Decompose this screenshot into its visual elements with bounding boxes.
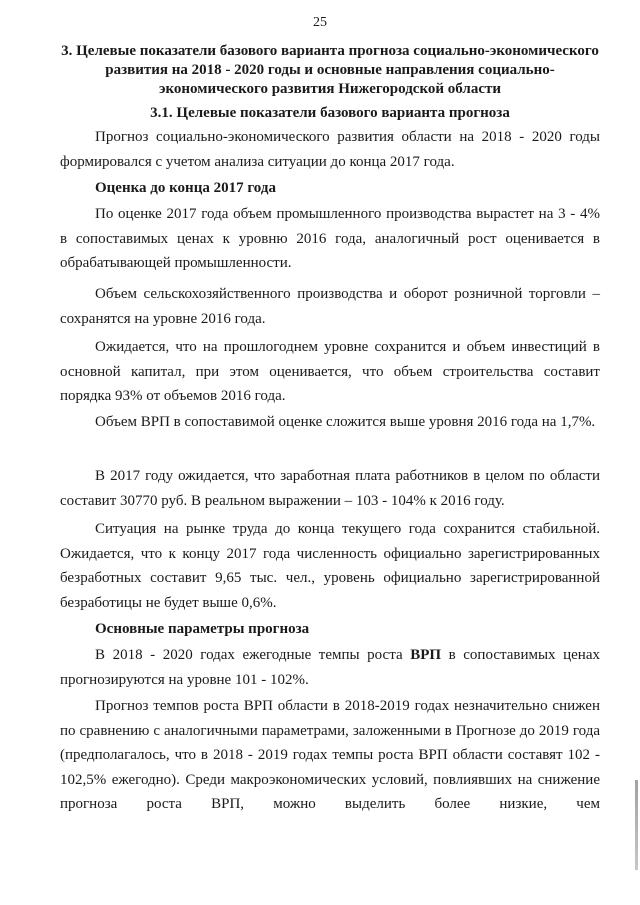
paragraph-agriculture-retail: Объем сельскохозяйственного производства и оборот розничной торговли – сохранятся на уровне 2016 года. <box>60 286 600 327</box>
grp-bold-term: ВРП <box>410 647 442 663</box>
paragraph-grp-forecast-revision: Прогноз темпов роста ВРП области в 2018-2019 годах незначительно снижен по сравнению с аналогичными параметрами, заложенными в Прогнозе до 2019 года (предполагалось, что в 2018 - 2019 годах темпы роста ВРП области составят 102 - 102,5% ежегодно). Среди макроэкономических условий, повлиявших на снижение прогноза роста ВРП, можно выделить более низкие, чем <box>60 698 600 812</box>
subsection-heading: 3.1. Целевые показатели базового варианта прогноза <box>150 105 510 121</box>
page-number: 25 <box>313 15 327 30</box>
paragraph-wages: В 2017 году ожидается, что заработная плата работников в целом по области составит 30770 руб. В реальном выражении – 103 - 104% к 2016 году. <box>60 468 600 509</box>
paragraph-grp-2017: Объем ВРП в сопоставимой оценке сложится выше уровня 2016 года на 1,7%. <box>95 414 596 430</box>
paragraph-investment: Ожидается, что на прошлогоднем уровне сохранится и объем инвестиций в основной капитал, при этом оценивается, что объем строительства составит порядка 93% от объемов 2016 года. <box>60 339 600 404</box>
paragraph-industrial-production: По оценке 2017 года объем промышленного производства вырастет на 3 - 4% в сопоставимых ценах к уровню 2016 года, аналогичный рост оценивается в обрабатывающей промышленности. <box>60 206 600 271</box>
grp-growth-text-start: В 2018 - 2020 годах ежегодные темпы роста <box>95 647 411 663</box>
subheading-estimate-2017: Оценка до конца 2017 года <box>95 180 276 196</box>
paragraph-forecast-intro: Прогноз социально-экономического развития области на 2018 - 2020 годы формировался с учетом анализа ситуации до конца 2017 года. <box>60 129 600 170</box>
section-heading: 3. Целевые показатели базового варианта прогноза социально-экономического развития на 2018 - 2020 годы и основные направления социально-экономического развития Нижегородской области <box>61 43 599 97</box>
subheading-main-parameters: Основные параметры прогноза <box>95 621 310 637</box>
paragraph-labor-market: Ситуация на рынке труда до конца текущего года сохранится стабильной. Ожидается, что к концу 2017 года численность официально зарегистрированных безработных составит 9,65 тыс. чел., уровень официально зарегистрированной безработицы не будет выше 0,6%. <box>60 521 600 611</box>
scan-edge-mark <box>635 780 638 870</box>
paragraph-grp-growth <box>60 643 600 692</box>
grp-growth-text-end: в сопоставимых ценах прогнозируются на уровне 101 - 102%. <box>60 647 600 688</box>
